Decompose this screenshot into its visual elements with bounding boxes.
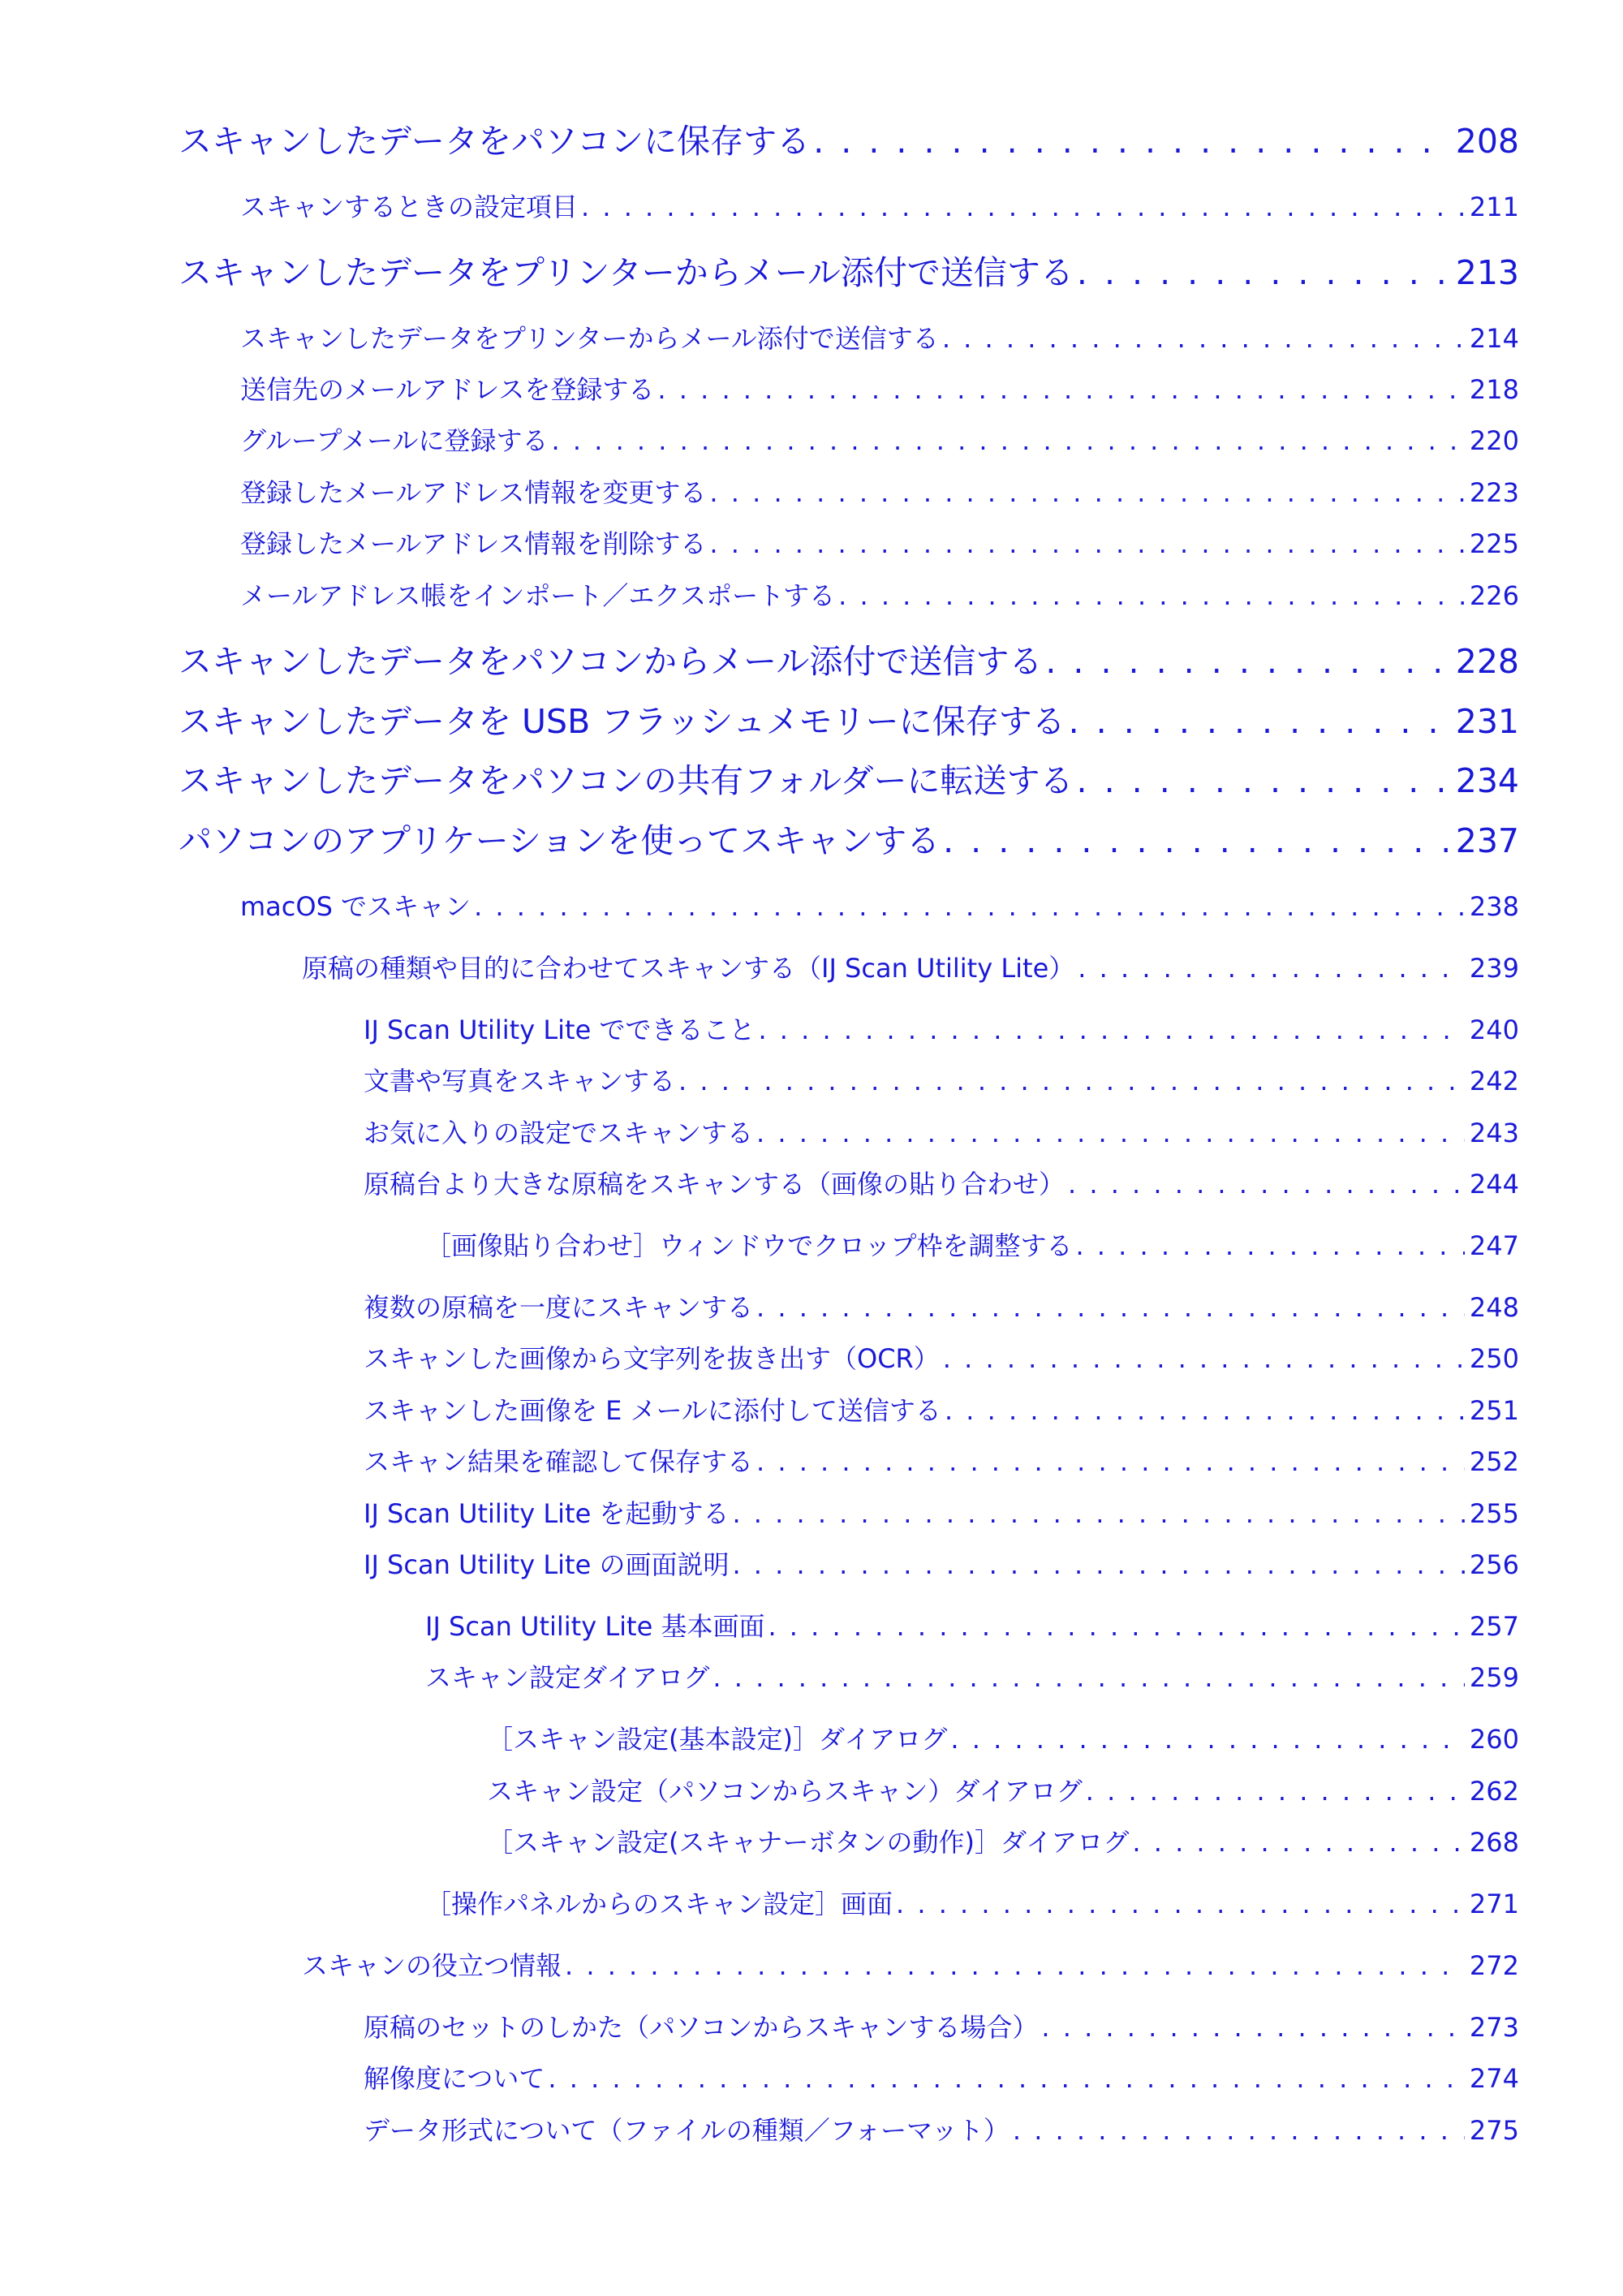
toc-entry-title: 原稿の種類や目的に合わせてスキャンする（IJ Scan Utility Lite）: [302, 953, 1075, 984]
toc-entry-page: 252: [1469, 1446, 1519, 1477]
toc-entry-page: 231: [1455, 702, 1519, 741]
dot-leader: [756, 1444, 1465, 1480]
toc-entry-title: 登録したメールアドレス情報を変更する: [240, 477, 707, 508]
toc-entry-page: 226: [1469, 580, 1519, 611]
toc-entry[interactable]: [240, 889, 1519, 924]
toc-entry-page: 262: [1469, 1776, 1519, 1807]
toc-entry[interactable]: [364, 1496, 1519, 1531]
dot-leader: [1078, 950, 1465, 986]
toc-entry-title: ［スキャン設定(スキャナーボタンの動作)］ダイアログ: [487, 1827, 1130, 1858]
toc-entry[interactable]: [364, 1063, 1519, 1099]
toc-entry-page: 208: [1455, 122, 1519, 161]
toc-entry-title: スキャン設定（パソコンからスキャン）ダイアログ: [487, 1776, 1083, 1807]
toc-entry-title: メールアドレス帳をインポート／エクスポートする: [240, 580, 836, 611]
toc-entry-title: ［スキャン設定(基本設定)］ダイアログ: [487, 1724, 948, 1755]
toc-entry[interactable]: [425, 1609, 1519, 1644]
dot-leader: [1077, 250, 1451, 295]
toc-entry-title: ［画像貼り合わせ］ウィンドウでクロップ枠を調整する: [425, 1230, 1073, 1261]
dot-leader: [758, 1012, 1464, 1048]
dot-leader: [709, 475, 1465, 510]
toc-entry-title: スキャン設定ダイアログ: [425, 1662, 710, 1693]
dot-leader: [1068, 1166, 1465, 1202]
toc-entry[interactable]: [364, 1166, 1519, 1202]
dot-leader: [548, 2061, 1465, 2096]
toc-entry-page: 234: [1455, 761, 1519, 800]
toc-entry-title: スキャンしたデータをプリンターからメール添付で送信する: [240, 323, 939, 354]
toc-entry-title: データ形式について（ファイルの種類／フォーマット）: [364, 2115, 1010, 2146]
toc-entry-title: スキャンしたデータを USB フラッシュメモリーに保存する: [179, 702, 1065, 741]
toc-entry[interactable]: [179, 118, 1519, 164]
toc-entry-title: スキャンしたデータをパソコンの共有フォルダーに転送する: [179, 761, 1074, 800]
toc-entry-title: パソコンのアプリケーションを使ってスキャンする: [179, 821, 941, 860]
toc-entry[interactable]: [179, 818, 1519, 864]
toc-entry-page: 214: [1469, 323, 1519, 354]
toc-entry-title: スキャンした画像から文字列を抜き出す（OCR）: [364, 1343, 940, 1374]
toc-entry-page: 243: [1469, 1118, 1519, 1148]
toc-entry[interactable]: [425, 1228, 1519, 1264]
toc-entry-page: 268: [1469, 1827, 1519, 1858]
toc-entry-title: スキャンしたデータをパソコンに保存する: [179, 122, 811, 161]
toc-entry-page: 274: [1469, 2063, 1519, 2094]
toc-entry-title: IJ Scan Utility Lite 基本画面: [425, 1611, 765, 1642]
toc-entry-page: 255: [1469, 1498, 1519, 1529]
toc-entry[interactable]: [240, 526, 1519, 562]
dot-leader: [943, 818, 1451, 864]
toc-entry-title: スキャン結果を確認して保存する: [364, 1446, 754, 1477]
toc-entry[interactable]: [240, 372, 1519, 407]
toc-entry-title: 解像度について: [364, 2063, 545, 2094]
dot-leader: [942, 321, 1465, 356]
toc-entry-title: 原稿のセットのしかた（パソコンからスキャンする場合）: [364, 2012, 1039, 2043]
dot-leader: [756, 1290, 1465, 1325]
toc-entry-title: IJ Scan Utility Lite を起動する: [364, 1498, 730, 1529]
toc-entry-title: スキャンするときの設定項目: [240, 192, 579, 222]
toc-entry-page: 271: [1469, 1889, 1519, 1919]
toc-entry-page: 259: [1469, 1662, 1519, 1693]
dot-leader: [1075, 1228, 1464, 1264]
dot-leader: [709, 526, 1465, 562]
toc-entry-title: スキャンの役立つ情報: [302, 1950, 562, 1981]
toc-entry[interactable]: [487, 1773, 1519, 1809]
toc-entry-page: 213: [1455, 253, 1519, 292]
toc-entry-page: 223: [1469, 477, 1519, 508]
toc-entry-page: 251: [1469, 1395, 1519, 1426]
toc-entry[interactable]: [364, 1290, 1519, 1325]
toc-entry-title: スキャンしたデータをパソコンからメール添付で送信する: [179, 642, 1043, 681]
toc-entry-title: 送信先のメールアドレスを登録する: [240, 374, 655, 405]
toc-entry-title: スキャンした画像を E メールに添付して送信する: [364, 1395, 941, 1426]
dot-leader: [768, 1609, 1464, 1644]
toc-entry-page: 256: [1469, 1549, 1519, 1580]
toc-entry[interactable]: [240, 475, 1519, 510]
dot-leader: [1077, 758, 1451, 803]
toc-entry[interactable]: [179, 758, 1519, 803]
dot-leader: [1069, 699, 1451, 744]
dot-leader: [732, 1496, 1464, 1531]
toc-entry[interactable]: [364, 2113, 1519, 2148]
toc-entry[interactable]: [364, 1115, 1519, 1151]
toc-entry-page: 225: [1469, 528, 1519, 559]
dot-leader: [581, 189, 1465, 225]
toc-entry[interactable]: [364, 2010, 1519, 2045]
toc-entry-page: 211: [1469, 192, 1519, 222]
toc-entry-title: ［操作パネルからのスキャン設定］画面: [425, 1889, 893, 1919]
dot-leader: [552, 423, 1465, 459]
toc-entry[interactable]: [425, 1660, 1519, 1695]
dot-leader: [732, 1547, 1464, 1583]
dot-leader: [950, 1721, 1465, 1757]
dot-leader: [1086, 1773, 1465, 1809]
dot-leader: [657, 372, 1465, 407]
toc-entry-page: 220: [1469, 425, 1519, 456]
dot-leader: [943, 1341, 1465, 1376]
toc-entry-page: 250: [1469, 1343, 1519, 1374]
toc-entry-title: 登録したメールアドレス情報を削除する: [240, 528, 707, 559]
toc-entry[interactable]: [487, 1824, 1519, 1860]
toc-entry[interactable]: [240, 189, 1519, 225]
toc-entry-page: 240: [1469, 1014, 1519, 1045]
toc-entry-title: IJ Scan Utility Lite の画面説明: [364, 1549, 730, 1580]
toc-entry-title: 文書や写真をスキャンする: [364, 1066, 676, 1096]
toc-entry-title: お気に入りの設定でスキャンする: [364, 1118, 754, 1148]
dot-leader: [1132, 1824, 1465, 1860]
toc-entry[interactable]: [425, 1886, 1519, 1922]
toc-entry[interactable]: [364, 1393, 1519, 1428]
dot-leader: [474, 889, 1465, 924]
dot-leader: [756, 1115, 1465, 1151]
toc-entry-title: スキャンしたデータをプリンターからメール添付で送信する: [179, 253, 1074, 292]
dot-leader: [1013, 2113, 1465, 2148]
toc-entry-page: 244: [1469, 1169, 1519, 1200]
toc-entry[interactable]: [302, 950, 1519, 986]
dot-leader: [838, 578, 1465, 614]
toc-entry[interactable]: [179, 250, 1519, 295]
toc-entry-page: 275: [1469, 2115, 1519, 2146]
dot-leader: [565, 1948, 1465, 1984]
toc-entry[interactable]: [302, 1948, 1519, 1984]
toc-entry[interactable]: [240, 321, 1519, 356]
toc-entry-page: 260: [1469, 1724, 1519, 1755]
dot-leader: [678, 1063, 1465, 1099]
toc-entry[interactable]: [364, 1444, 1519, 1480]
toc-entry[interactable]: [364, 1547, 1519, 1583]
toc-entry[interactable]: [179, 639, 1519, 684]
toc-entry[interactable]: [179, 699, 1519, 744]
toc-entry-page: 248: [1469, 1292, 1519, 1323]
toc-entry-title: macOS でスキャン: [240, 891, 471, 922]
toc-entry-page: 273: [1469, 2012, 1519, 2043]
toc-entry-page: 237: [1455, 821, 1519, 860]
dot-leader: [1045, 639, 1450, 684]
toc-entry-page: 242: [1469, 1066, 1519, 1096]
toc-entry-title: 原稿台より大きな原稿をスキャンする（画像の貼り合わせ）: [364, 1169, 1065, 1200]
toc-entry-page: 238: [1469, 891, 1519, 922]
toc-entry-title: 複数の原稿を一度にスキャンする: [364, 1292, 754, 1323]
dot-leader: [945, 1393, 1465, 1428]
toc-entry-page: 247: [1469, 1230, 1519, 1261]
dot-leader: [712, 1660, 1465, 1695]
toc-entry-title: グループメールに登録する: [240, 425, 549, 456]
dot-leader: [1041, 2010, 1465, 2045]
dot-leader: [813, 118, 1451, 164]
dot-leader: [896, 1886, 1465, 1922]
toc-entry-page: 218: [1469, 374, 1519, 405]
toc-entry[interactable]: [364, 1341, 1519, 1376]
toc-entry[interactable]: [364, 1012, 1519, 1048]
toc-entry-title: IJ Scan Utility Lite でできること: [364, 1014, 756, 1045]
toc-entry-page: 228: [1455, 642, 1519, 681]
toc-entry[interactable]: [487, 1721, 1519, 1757]
toc-entry[interactable]: [240, 423, 1519, 459]
toc-entry-page: 272: [1469, 1950, 1519, 1981]
toc-entry[interactable]: [364, 2061, 1519, 2096]
toc-entry-page: 257: [1469, 1611, 1519, 1642]
toc-entry-page: 239: [1469, 953, 1519, 984]
toc-entry[interactable]: [240, 578, 1519, 614]
